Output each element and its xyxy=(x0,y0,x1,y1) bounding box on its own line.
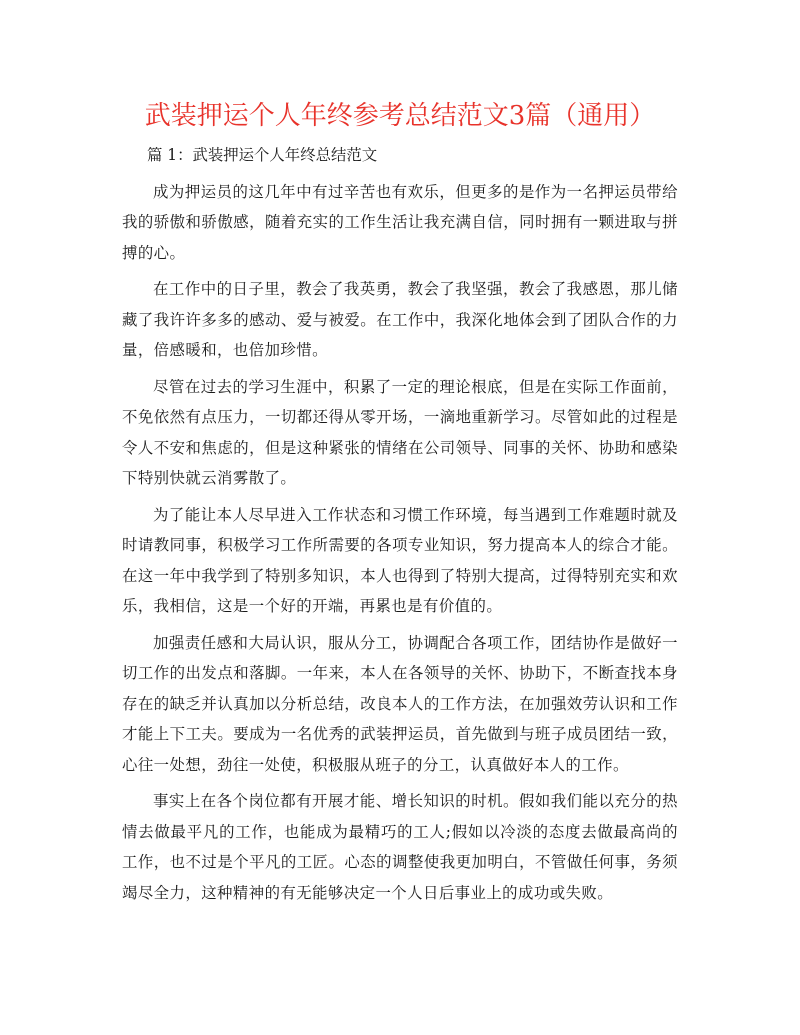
body-paragraph-3: 尽管在过去的学习生涯中，积累了一定的理论根底，但是在实际工作面前，不免依然有点压力，一切都还得从零开场，一滴地重新学习。尽管如此的过程是令人不安和焦虑的，但是这种紧张的情绪在公司领导、同事的关怀、协助和感染下特别快就云消雾散了。 xyxy=(122,377,678,487)
document-title: 武装押运个人年终参考总结范文3篇（通用） xyxy=(144,101,656,131)
body-paragraph-4: 为了能让本人尽早进入工作状态和习惯工作环境，每当遇到工作难题时就及时请教同事，积极学习工作所需要的各项专业知识，努力提高本人的综合才能。在这一年中我学到了特别多知识，本人也得到了特别大提高，过得特别充实和欢乐，我相信，这是一个好的开端，再累也是有价值的。 xyxy=(122,505,678,615)
article-body xyxy=(122,140,678,908)
section-heading: 篇 1：武装押运个人年终总结范文 xyxy=(147,146,378,164)
body-paragraph-2: 在工作中的日子里，教会了我英勇，教会了我坚强，教会了我感恩，那儿储藏了我许许多多的感动、爱与被爱。在工作中，我深化地体会到了团队合作的力量，倍感暖和，也倍加珍惜。 xyxy=(122,280,678,359)
body-paragraph-1: 成为押运员的这几年中有过辛苦也有欢乐，但更多的是作为一名押运员带给我的骄傲和骄傲感，随着充实的工作生活让我充满自信，同时拥有一颗进取与拼搏的心。 xyxy=(122,182,678,262)
body-paragraph-5: 加强责任感和大局认识，服从分工，协调配合各项工作，团结协作是做好一切工作的出发点和落脚。一年来，本人在各领导的关怀、协助下，不断查找本身存在的缺乏并认真加以分析总结，改良本人的工作方法，在加强效劳认识和工作才能上下工夫。要成为一名优秀的武装押运员，首先做到与班子成员团结一致，心往一处想，劲往一处使，积极服从班子的分工，认真做好本人的工作。 xyxy=(122,633,678,774)
body-paragraph-6: 事实上在各个岗位都有开展才能、增长知识的时机。假如我们能以充分的热情去做最平凡的工作，也能成为最精巧的工人;假如以冷淡的态度去做最高尚的工作，也不过是个平凡的工匠。心态的调整使我更加明白，不管做任何事，务须竭尽全力，这种精神的有无能够决定一个人日后事业上的成功或失败。 xyxy=(122,792,678,902)
